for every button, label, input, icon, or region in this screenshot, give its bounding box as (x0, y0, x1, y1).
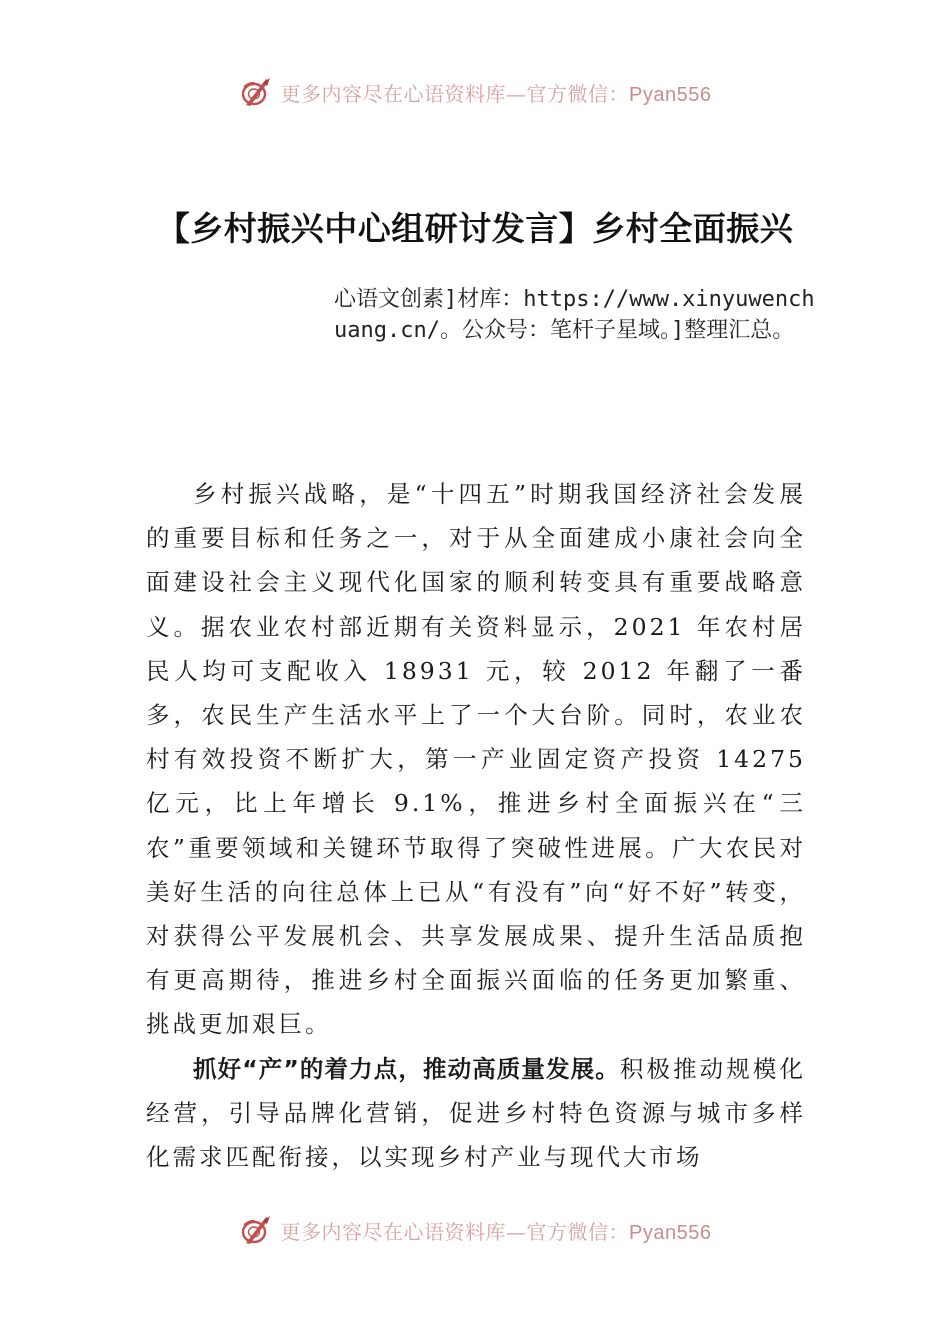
footer-banner (0, 1208, 950, 1252)
header-banner (0, 70, 950, 114)
quill-pen-logo-icon (239, 75, 273, 109)
quill-pen-logo-icon (239, 1213, 273, 1247)
body-text (146, 472, 806, 1179)
footer-wechat-id: Pyan556 (629, 1221, 712, 1244)
paragraph-2-rest: 积极推动规模化经营，引导品牌化营销，促进乡村特色资源与城市多样化需求匹配衔接，以实现乡村产业与现代大市场 (146, 1054, 807, 1172)
header-banner-text: 更多内容尽在心语资料库—官方微信：Pyan556 (280, 81, 712, 106)
document-title: 【乡村振兴中心组研讨发言】乡村全面振兴 (156, 209, 794, 248)
paragraph-2-lead: 抓好“产”的着力点，推动高质量发展。 (193, 1054, 620, 1083)
source-note: 心语文创素]材库：https://www.xinyuwenchuang.cn/。公众号：笔杆子星域。]整理汇总。 (334, 287, 815, 343)
header-wechat-id: Pyan556 (629, 83, 712, 106)
paragraph-2 (146, 1047, 806, 1180)
footer-banner-text: 更多内容尽在心语资料库—官方微信：Pyan556 (280, 1219, 712, 1244)
paragraph-1: 乡村振兴战略，是“十四五”时期我国经济社会发展的重要目标和任务之一，对于从全面建成小康社会向全面建设社会主义现代化国家的顺利转变具有重要战略意义。据农业农村部近期有关资料显示，2021 年农村居民人均可支配收入 18931 元，较 2012 年翻了一番多，农民生产生活水平上了一个大台阶。同时，农业农村有效投资不断扩大，第一产业固定资产投资 14275 亿元，比上年增长 9.1%，推进乡村全面振兴在“三农”重要领域和关键环节取得了突破性进展。广大农民对美好生活的向往总体上已从“有没有”向“好不好”转变，对获得公平发展机会、共享发展成果、提升生活品质抱有更高期待，推进乡村全面振兴面临的任务更加繁重、挑战更加艰巨。 (146, 480, 806, 1039)
